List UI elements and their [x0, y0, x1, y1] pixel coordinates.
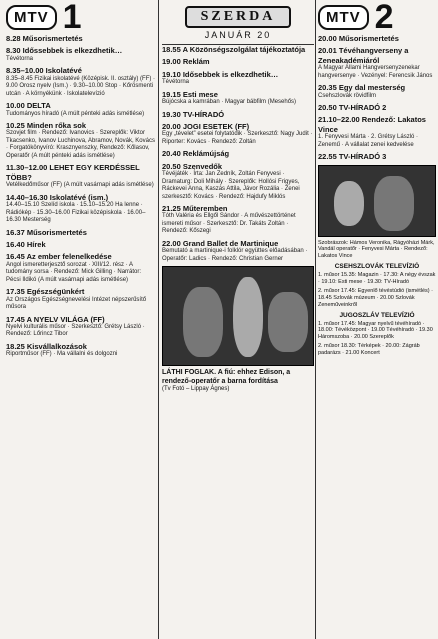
col2-program: [162, 239, 314, 263]
col3-program-desc: Csehszlovák rövidfilm: [318, 92, 377, 99]
photo-credit: (Tv Fotó – Lippay Ágnes): [162, 386, 230, 393]
col2-program-title: 19.30 TV-HÍRADÓ: [162, 109, 225, 119]
col2-program: [162, 162, 314, 201]
concert-photo: [318, 165, 436, 237]
col3-program-title: 20.00 Műsorismertetés: [318, 34, 399, 43]
col1-program-title: 17.45 A NYELV VILÁGA (FF): [6, 314, 105, 324]
col1-program-desc: Riportműsor (FF) · Ma vállalni és dolgozni: [6, 351, 118, 358]
day-header: [162, 0, 314, 45]
col3-program-title: 20.35 Egy dal mesterség: [318, 83, 406, 93]
col1-program-title: 16.45 Az ember felenelkedése: [6, 252, 112, 262]
mtv1-logo-text: MTV: [6, 5, 57, 30]
col1-program-title: 14.40–16.30 Iskolatévé (ism.): [6, 192, 109, 202]
col2-program: [162, 45, 314, 54]
col1-program: [6, 240, 156, 249]
col2-program-desc: Egy „tévelet” esetei folytatódik · Szerkesztő: Nagy Judit · Riporter: Kovács · Rendező: Zoltán: [162, 131, 313, 145]
mtv1-logo: [6, 0, 156, 34]
col2-program-title: 20.50 Szenvedők: [162, 161, 223, 171]
col1-program-title: 8.28 Műsorismertetés: [6, 34, 83, 43]
col2-program-desc: Tévétorna: [162, 79, 190, 86]
col2-program-title: 18.55 A Közönségszolgálat tájékoztatója: [162, 45, 306, 54]
col1-program: [6, 228, 156, 237]
col3-program-title: 20.50 TV-HÍRADÓ 2: [318, 103, 387, 112]
mtv1-column: [6, 0, 156, 362]
col1-program: [6, 163, 156, 189]
col1-program-desc: 14.40–15.10 Szelíd iskola · 15.10–15.20 Ha lenne · Rádiókép · 15.30–16.00 Fizikai középiskola · 16.00–16.30 Mesterség: [6, 202, 146, 223]
col1-program-desc: Vetélkedőműsor (FF) (A múlt vasárnapi adás ismétlése): [6, 182, 154, 189]
col2-program-desc: Bújócska a kamrában · Magyar bábfilm (Mesehős): [162, 99, 297, 105]
mtv1-program-list: [6, 34, 156, 359]
col3-program-title: 20.01 Tévéhangverseny a Zeneakadémiáról: [318, 46, 409, 65]
col1-program-title: 11.30–12.00 LEHET EGY KERDÉSSEL TÖBB?: [6, 163, 140, 182]
col1-program-desc: Tévétorna: [6, 55, 34, 62]
col3-program: [318, 115, 436, 149]
col2-program: [162, 204, 314, 236]
col3-program: [318, 103, 436, 112]
col3-program-title: 22.55 TV-HÍRADÓ 3: [318, 152, 387, 162]
col2-program-title: 22.00 Grand Ballet de Martinique: [162, 238, 279, 248]
col2-program: [162, 90, 314, 107]
mtv2-logo-text: MTV: [318, 5, 369, 30]
mtv2-logo: [318, 0, 436, 34]
foreign-channels: [318, 263, 436, 357]
col1-program-title: 17.35 Egészségünkért: [6, 287, 85, 297]
col3-program: [318, 152, 436, 161]
col1-program: [6, 193, 156, 225]
col1-program-title: 8.30 Időssebbek is elkezdhetik…: [6, 46, 123, 56]
concert-photo-caption: Szobrászok: Hámos Veronika, Rágyóházi Márk, Vandál operatőr · Fenyvesi Márta · Rendező: Lakatos Vince: [318, 239, 435, 260]
col1-program-title: 16.40 Hírek: [6, 239, 46, 249]
col3-program-title: 21.10–22.00 Rendező: Lakatos Vince: [318, 115, 426, 134]
col2-program-title: 19.00 Reklám: [162, 57, 210, 67]
foreign-channel-entry: 2. műsor 18.30: Térképek · 20.00: Zágráb padarázs · 21.00 Koncert: [318, 343, 420, 356]
midweek-column: [162, 0, 314, 392]
col2-program-desc: Bemutató a martinique-i folklór együttes előadásában · Operatőr: Ladics · Rendező: Christian Gerner: [162, 248, 308, 262]
col3-program-desc: 1. Fenyvesi Márta · 2. Grétsy László · Zenemű · A vállalat zenei kedvelése: [318, 134, 419, 148]
col1-program-title: 18.25 Kisvállalkozások: [6, 341, 87, 351]
col1-program: [6, 315, 156, 339]
column-divider-2: [315, 0, 316, 639]
col3-program-desc: A Magyar Állami Hangversenyzenekar hangversenye · Vezényel: Ferencsik János: [318, 65, 433, 79]
foreign-channel-entry: 1. műsor 17.45: Magyar nyelvű tévéhíradó · 18.00: Tévéközpont · 19.00 Tévéhíradó · 19.30 Háromszoba · 20.00 Szereplők: [318, 320, 433, 341]
foreign-channel-heading: CSEHSZLOVÁK TELEVÍZIÓ: [334, 263, 420, 271]
col1-program-desc: Nyelvi kulturális műsor · Szerkesztő: Grétsy László · Rendező: Lőrincz Tibor: [6, 323, 145, 338]
col1-program: [6, 46, 156, 63]
col1-program-desc: Szovjet film · Rendező: Ivanovics · Szereplők: Viktor Tkacsenko, Ivanov Luchinova, Abramov, Novák, Kovács · Forgatókönyvíró: Krasznyenszky, Rendező: Kőlasov, Operatőr (A múlt pénteki adás ismétlése): [6, 130, 155, 159]
day-date: JANUÁR 20: [204, 30, 272, 40]
col2-program-title: 20.00 JOGI ESETEK (FF): [162, 121, 250, 131]
col2-program: [162, 57, 314, 66]
foreign-channel-heading: JUGOSZLÁV TELEVÍZIÓ: [339, 311, 415, 319]
col1-program: [6, 121, 156, 160]
column-divider: [158, 0, 159, 639]
col1-program-desc: Tudományos híradó (A múlt pénteki adás ismétlése): [6, 110, 145, 117]
mtv1-channel-number: 1: [62, 0, 82, 36]
col1-program-desc: 8.35–8.45 Fizikai iskolatévé (Középisk. II. osztály) (FF) · 9.00 Orosz nyelv (Ism.) · 9.30–10.00 Stop · Kőrösmenti utcán · A környékünk · Iskolatelevízió: [6, 75, 156, 97]
col2-program-desc: Tóth Valéria és Ellgől Sándor · A művészettörténet ismereti műsor · Szerkesztő: Dr. Takáts Zoltán · Rendező: Kőszegi: [162, 213, 296, 235]
col1-program: [6, 66, 156, 98]
col2-program: [162, 110, 314, 119]
col1-program-title: 16.37 Műsorismertetés: [6, 227, 87, 237]
day-name: SZERDA: [185, 6, 292, 28]
col1-program-desc: Az Országos Egészségnevelési Intézet népszerűsítő műsora: [6, 296, 147, 310]
col2-program: [162, 149, 314, 158]
mtv2-channel-number: 2: [374, 0, 394, 36]
col1-program: [6, 342, 156, 359]
col1-program-title: 10.25 Minden rőka sok: [6, 121, 87, 130]
col2-program-title: 21.25 Műteremben: [162, 204, 228, 213]
col2-program-title: 19.10 Idősebbek is elkezdhetik…: [162, 69, 279, 79]
col3-program: [318, 83, 436, 100]
col2-program-title: 19.15 Esti mese: [162, 89, 218, 99]
foreign-channel-entry: 1. műsor 15.35: Magazin · 17.30: A négy évszak · 19.10: Esti mese · 19.30: TV-Híradó: [318, 272, 436, 285]
col1-program: [6, 252, 156, 284]
col2-program-title: 20.40 Reklámújság: [162, 149, 230, 159]
col1-program-desc: Angol ismeretterjesztő sorozat · XIII/12. rész · A tudomány sorsa · Rendező: Mick Gilling · Narrátor: Pécsi Ildikó (A múlt vasárnapi adás ismétlése): [6, 261, 142, 283]
col1-program: [6, 101, 156, 118]
col1-program-title: 8.35–10.00 Iskolatévé: [6, 66, 82, 76]
mtv2-column: [318, 0, 436, 359]
col2-program: [162, 70, 314, 87]
col1-program: [6, 287, 156, 311]
foreign-channel-entry: 2. műsor 17.45: Egyenlő tévéstúdió (ismétlés) · 18.45 Szlovák múzeum · 20.00 Szlovák Zeneműveinkről: [318, 287, 433, 308]
col2-program: [162, 122, 314, 146]
mtv2-program-list: [318, 34, 436, 162]
col2-program-desc: Tévéjáték · Írta: Jan Zedník, Zoltán Fenyvesi · Dramaturg: Doli Mihály · Szereplők: Hollósi Frigyes, Ráckevei Anna, Kaszás Attila, Jávor Rozália · Zenei szerkesztő: Kovács · Rendező: Hajdufy Miklós: [162, 171, 300, 200]
col3-program: [318, 46, 436, 80]
ballet-photo: [162, 266, 314, 366]
photo-caption: LÁTHI FOGLAK. A fiú: ehhez Edison, a rendező-operatőr a barna fordítása: [162, 369, 291, 385]
col1-program-title: 10.00 DELTA: [6, 101, 51, 111]
mtv1-evening-list: [162, 45, 314, 263]
